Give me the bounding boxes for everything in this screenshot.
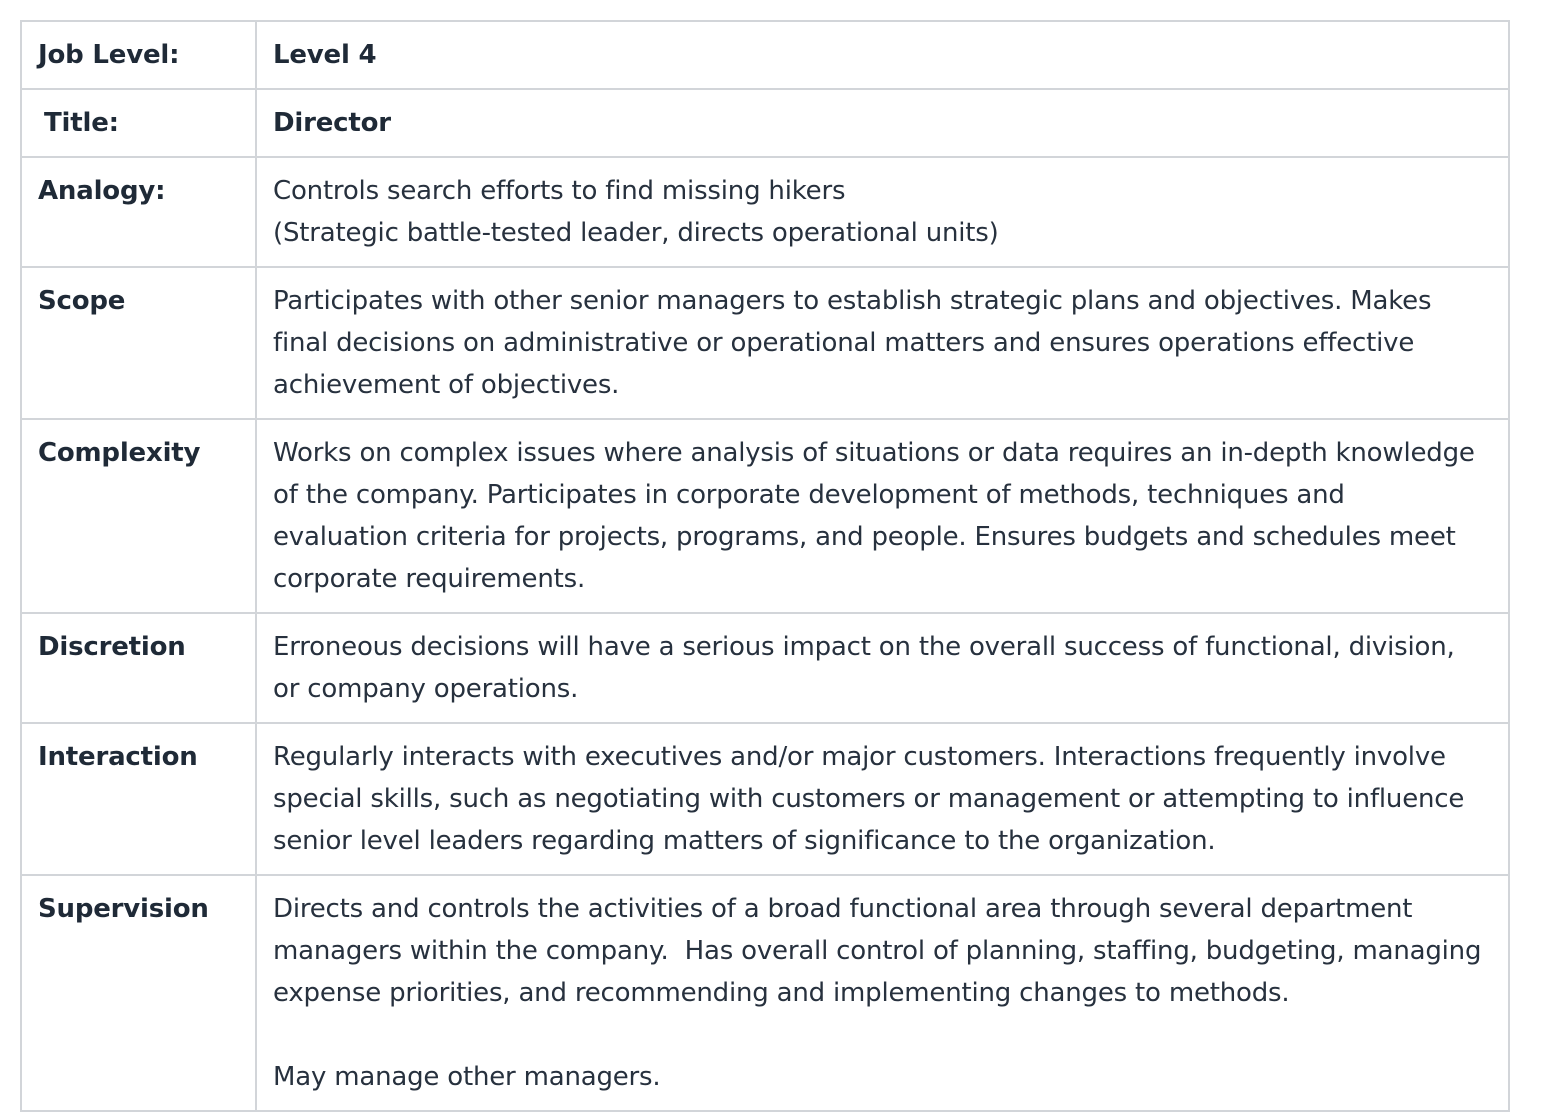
table-row-supervision xyxy=(21,875,1509,1111)
job-level-value: Level 4 xyxy=(256,21,1509,89)
interaction-value: Regularly interacts with executives and/or major customers. Interactions frequently involve special skills, such as negotiating with customers or management or attempting to influence senior level leaders regarding matters of significance to the organization. xyxy=(256,723,1509,875)
title-value: Director xyxy=(256,89,1509,157)
table-row-analogy xyxy=(21,157,1509,267)
scope-label: Scope xyxy=(21,267,256,419)
job-level-table xyxy=(20,20,1510,1112)
job-level-label: Job Level: xyxy=(21,21,256,89)
table-row-scope xyxy=(21,267,1509,419)
supervision-label: Supervision xyxy=(21,875,256,1111)
complexity-value: Works on complex issues where analysis of situations or data requires an in-depth knowledge of the company. Participates in corporate development of methods, techniques and evaluation criteria for projects, programs, and people. Ensures budgets and schedules meet corporate requirements. xyxy=(256,419,1509,613)
table-row-interaction xyxy=(21,723,1509,875)
analogy-line-1: Controls search efforts to find missing hikers xyxy=(273,176,846,206)
complexity-label: Complexity xyxy=(21,419,256,613)
analogy-line-2: (Strategic battle-tested leader, directs operational units) xyxy=(273,218,999,248)
supervision-value xyxy=(256,875,1509,1111)
table-row-job-level xyxy=(21,21,1509,89)
paragraph-spacer xyxy=(273,1014,1484,1056)
analogy-value xyxy=(256,157,1509,267)
table-row-discretion xyxy=(21,613,1509,723)
table-row-title xyxy=(21,89,1509,157)
analogy-label: Analogy: xyxy=(21,157,256,267)
supervision-paragraph-2: May manage other managers. xyxy=(273,1062,661,1092)
scope-value: Participates with other senior managers to establish strategic plans and objectives. Makes final decisions on administrative or operational matters and ensures operations effective achievement of objectives. xyxy=(256,267,1509,419)
title-label: Title: xyxy=(21,89,256,157)
supervision-paragraph-1: Directs and controls the activities of a broad functional area through several department managers within the company. Has overall control of planning, staffing, budgeting, managing expense priorities, and recommending and implementing changes to methods. xyxy=(273,894,1490,1008)
discretion-value: Erroneous decisions will have a serious impact on the overall success of functional, division, or company operations. xyxy=(256,613,1509,723)
table-row-complexity xyxy=(21,419,1509,613)
interaction-label: Interaction xyxy=(21,723,256,875)
discretion-label: Discretion xyxy=(21,613,256,723)
